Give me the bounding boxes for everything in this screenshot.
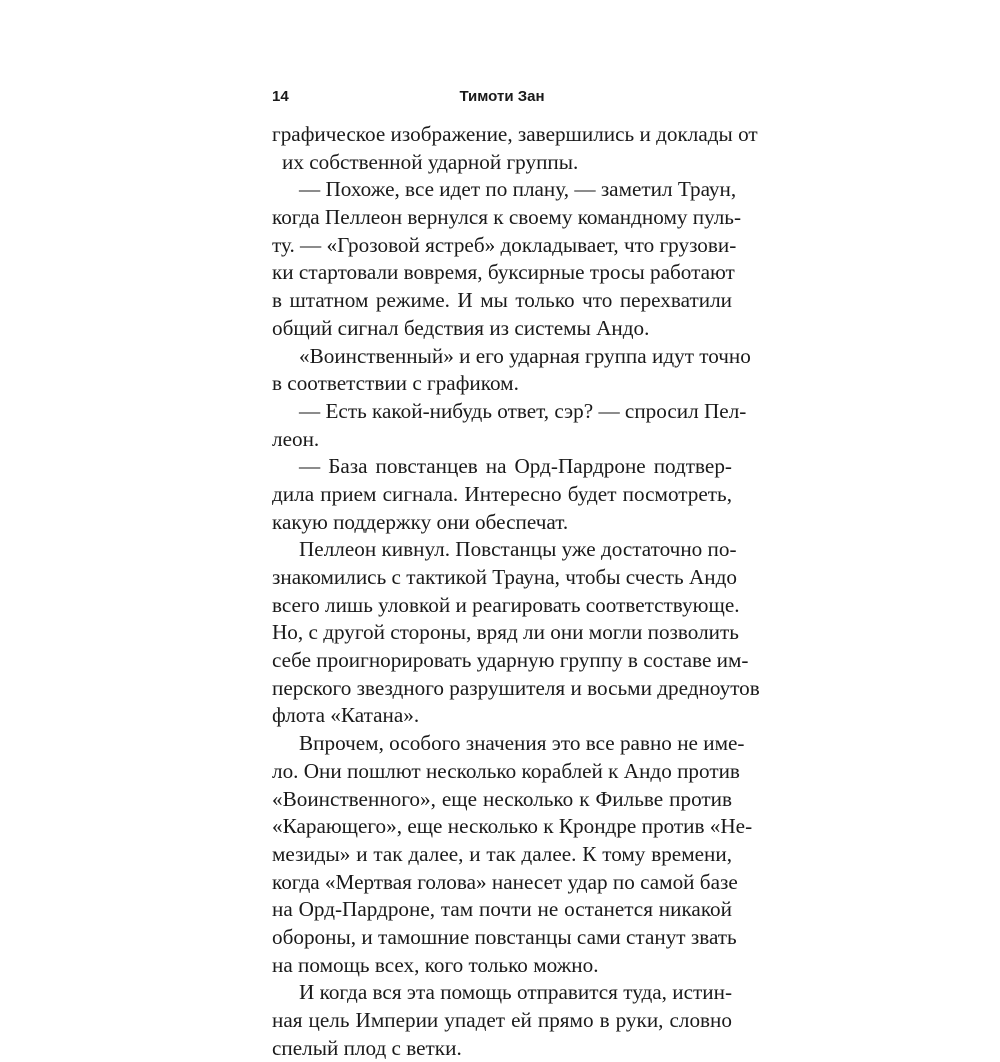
paragraph — [272, 176, 742, 342]
text-line: когда Пеллеон вернулся к своему командному пуль- — [272, 205, 742, 230]
text-line: Пеллеон кивнул. Повстанцы уже достаточно по- — [299, 537, 737, 562]
text-line: И когда вся эта помощь отправится туда, истин- — [299, 980, 732, 1005]
paragraph — [272, 536, 760, 730]
text-line: на помощь всех, кого только можно. — [272, 952, 599, 977]
text-line: общий сигнал бедствия из системы Андо. — [272, 315, 650, 340]
paragraph — [272, 979, 732, 1062]
paragraph — [272, 398, 747, 453]
text-line: ки стартовали вовремя, буксирные тросы работают — [272, 260, 735, 285]
paragraph — [272, 730, 753, 979]
text-line: знакомились с тактикой Трауна, чтобы счесть Андо — [272, 565, 737, 589]
text-line: всего лишь уловкой и реагировать соответствующе. — [272, 592, 740, 617]
text-line: леон. — [272, 426, 320, 451]
text-line: в штатном режиме. И мы только что перехватили — [272, 288, 732, 313]
text-line: спелый плод с ветки. — [272, 1035, 462, 1060]
text-line: какую поддержку они обеспечат. — [272, 509, 569, 534]
text-line: «Воинственный» и его ударная группа идут точно — [299, 343, 751, 368]
text-line: обороны, и тамошние повстанцы сами станут звать — [272, 924, 737, 949]
text-line: — Есть какой-нибудь ответ, сэр? — спросил Пел- — [299, 398, 747, 423]
text-line: дила прием сигнала. Интересно будет посмотреть, — [272, 481, 732, 506]
text-line: их собственной ударной группы. — [282, 149, 579, 174]
text-line: Впрочем, особого значения это все равно не име- — [299, 731, 745, 756]
text-line: «Карающего», еще несколько к Крондре против «Не- — [272, 814, 753, 839]
text-line: на Орд-Пардроне, там почти не останется никакой — [272, 897, 732, 922]
text-line: Но, с другой стороны, вряд ли они могли позволить — [272, 620, 739, 645]
text-line: себе проигнорировать ударную группу в составе им- — [272, 648, 749, 673]
text-line: «Воинственного», еще несколько к Фильве против — [272, 786, 732, 811]
text-line: ло. Они пошлют несколько кораблей к Андо против — [272, 758, 740, 783]
running-head-author: Тимоти Зан — [459, 88, 545, 105]
text-line: перского звездного разрушителя и восьми дредноутов — [272, 675, 760, 700]
paragraph — [272, 453, 732, 536]
paragraph — [272, 343, 751, 398]
text-line: ная цель Империи упадет ей прямо в руки, словно — [272, 1008, 732, 1032]
text-line: графическое изображение, завершились и доклады от — [272, 122, 758, 146]
text-line: — База повстанцев на Орд-Пардроне подтвер- — [299, 454, 732, 479]
page-number: 14 — [272, 88, 289, 105]
text-line: в соответствии с графиком. — [272, 371, 519, 396]
paragraph — [272, 121, 758, 176]
text-line: мезиды» и так далее, и так далее. К тому времени, — [272, 841, 732, 866]
text-line: флота «Катана». — [272, 703, 420, 728]
body-text — [272, 121, 760, 1062]
page-header — [272, 83, 732, 111]
text-line: ту. — «Грозовой ястреб» докладывает, что грузови- — [272, 232, 737, 257]
text-line: когда «Мертвая голова» нанесет удар по самой базе — [272, 869, 738, 894]
text-line: — Похоже, все идет по плану, — заметил Траун, — [299, 177, 737, 202]
